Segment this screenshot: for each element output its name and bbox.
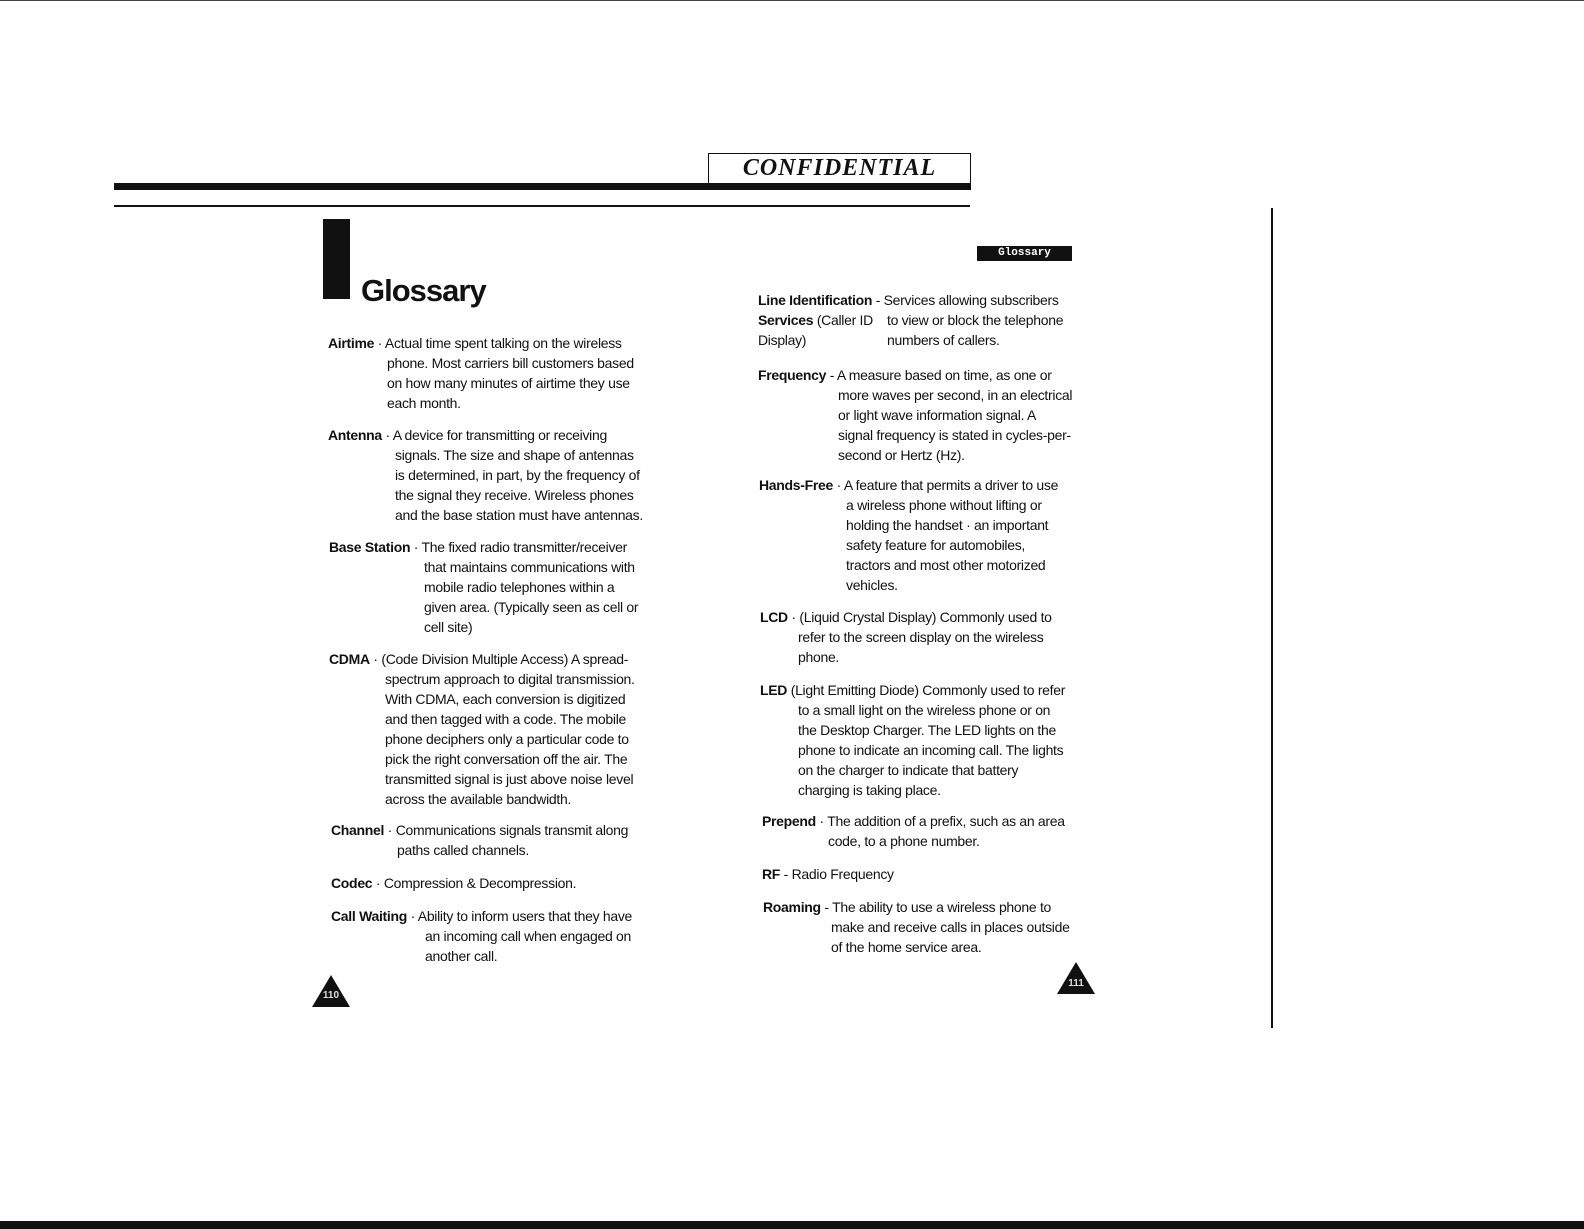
entry-line: charging is taking place. — [798, 782, 941, 798]
entry-line: phone. Most carriers bill customers based — [387, 355, 634, 371]
entry-line: each month. — [387, 395, 461, 411]
entry-term: Frequency — [758, 367, 827, 383]
page-number-left: 110 — [322, 990, 340, 1001]
glossary-entry: Frequency - A measure based on time, as one or more waves per second, in an electrical or light wave information signal. A signal frequency is stated in cycles-per- second or Hertz (Hz). — [758, 367, 1073, 463]
entry-line: refer to the screen display on the wireless — [798, 629, 1044, 645]
entry-term-continued: Services — [758, 312, 814, 328]
entry-line: of the home service area. — [831, 939, 982, 955]
entry-line: that maintains communications with — [424, 559, 635, 575]
page-edge-vertical-line — [1271, 208, 1273, 1028]
glossary-entry: Antenna · A device for transmitting or receiving signals. The size and shape of antennas is determined, in part, by the frequency of the signal they receive. Wireless phones and the base station must have antennas. — [328, 427, 643, 523]
entry-line: make and receive calls in places outside — [831, 919, 1070, 935]
entry-line: phone deciphers only a particular code to — [385, 731, 629, 747]
entry-line: holding the handset · an important — [846, 517, 1049, 533]
entry-term: Prepend — [762, 813, 816, 829]
entry-line: tractors and most other motorized — [846, 557, 1046, 573]
entry-line: the signal they receive. Wireless phones — [395, 487, 634, 503]
entry-line: to a small light on the wireless phone or on — [798, 702, 1051, 718]
entry-line: a wireless phone without lifting or — [846, 497, 1042, 513]
entry-line: signals. The size and shape of antennas — [395, 447, 634, 463]
entry-line: spectrum approach to digital transmission. — [385, 671, 635, 687]
glossary-entry: Call Waiting · Ability to inform users that they have an incoming call when engaged on another call. — [331, 908, 633, 964]
entry-line: or light wave information signal. A — [838, 407, 1037, 423]
glossary-entry: Hands-Free · A feature that permits a driver to use a wireless phone without lifting or holding the handset · an important safety feature for automobiles, tractors and most other motorized vehicles. — [759, 477, 1059, 593]
entry-line: - Services allowing subscribers — [875, 292, 1059, 308]
entry-line: on the charger to indicate that battery — [798, 762, 1019, 778]
glossary-entry: RF - Radio Frequency — [762, 866, 894, 882]
entry-term: RF — [762, 866, 781, 882]
entry-line: numbers of callers. — [887, 332, 1000, 348]
entry-line: across the available bandwidth. — [385, 791, 572, 807]
page-title: Glossary — [361, 273, 486, 308]
entry-line: another call. — [425, 948, 498, 964]
chapter-marker-bar — [323, 219, 350, 299]
entry-line: safety feature for automobiles, — [846, 537, 1026, 553]
entry-line: mobile radio telephones within a — [424, 579, 615, 595]
entry-subterm: Display) — [758, 332, 807, 348]
page-number-right: 111 — [1068, 978, 1084, 989]
entry-line: more waves per second, in an electrical — [838, 387, 1073, 403]
entry-line: given area. (Typically seen as cell or — [424, 599, 639, 615]
glossary-entry: Channel · Communications signals transmit along paths called channels. — [331, 822, 629, 858]
entry-line: cell site) — [424, 619, 473, 635]
glossary-entry: Base Station · The fixed radio transmitter/receiver that maintains communications with mobile radio telephones within a given area. (Typically seen as cell or cell site) — [329, 539, 639, 635]
glossary-entry: Airtime · Actual time spent talking on the wireless phone. Most carriers bill customers based on how many minutes of airtime they use each month. — [328, 335, 634, 411]
entry-line: vehicles. — [846, 577, 898, 593]
entry-term: Roaming — [763, 899, 821, 915]
section-tab-label: Glossary — [977, 246, 1072, 261]
entry-line: and then tagged with a code. The mobile — [385, 711, 626, 727]
glossary-entry: Roaming - The ability to use a wireless phone to make and receive calls in places outside of the home service area. — [763, 899, 1070, 955]
entry-subterm: (Caller ID — [816, 312, 873, 328]
header-thin-rule — [114, 205, 970, 207]
glossary-entry: Prepend · The addition of a prefix, such as an area code, to a phone number. — [762, 813, 1065, 849]
glossary-entry: Codec · Compression & Decompression. — [331, 875, 577, 891]
entry-line: pick the right conversation off the air. The — [385, 751, 628, 767]
header-thick-rule — [114, 183, 971, 190]
entry-term: Base Station — [329, 539, 411, 555]
glossary-entry-line-identification — [758, 290, 1059, 310]
entry-term: Codec — [331, 875, 373, 891]
entry-line: on how many minutes of airtime they use — [387, 375, 630, 391]
entry-term: CDMA — [329, 651, 370, 667]
glossary-entry: LCD · (Liquid Crystal Display) Commonly used to refer to the screen display on the wireless phone. — [760, 609, 1052, 665]
entry-line: transmitted signal is just above noise level — [385, 771, 634, 787]
entry-line: and the base station must have antennas. — [395, 507, 643, 523]
entry-line: second or Hertz (Hz). — [838, 447, 965, 463]
top-edge-line — [0, 0, 1584, 1]
entry-line: code, to a phone number. — [828, 833, 980, 849]
entry-term: Channel — [331, 822, 385, 838]
entry-line: the Desktop Charger. The LED lights on the — [798, 722, 1056, 738]
entry-term: Call Waiting — [331, 908, 407, 924]
glossary-entry: CDMA · (Code Division Multiple Access) A spread- spectrum approach to digital transmission. With CDMA, each conversion is digitized and then tagged with a code. The mobile phone deciphers only a particular code to pick the right conversation off the air. The transmitted signal is just above noise level across the available bandwidth. — [329, 651, 635, 807]
entry-term: LCD — [760, 609, 788, 625]
entry-line: With CDMA, each conversion is digitized — [385, 691, 626, 707]
entry-line: phone to indicate an incoming call. The lights — [798, 742, 1064, 758]
entry-term: Antenna — [328, 427, 382, 443]
entry-term: Line Identification — [758, 292, 873, 308]
entry-term: Hands-Free — [759, 477, 834, 493]
confidential-label: CONFIDENTIAL — [708, 153, 971, 183]
entry-line: signal frequency is stated in cycles-per- — [838, 427, 1071, 443]
entry-line: to view or block the telephone — [887, 312, 1064, 328]
entry-line: paths called channels. — [397, 842, 529, 858]
entry-line: phone. — [798, 649, 840, 665]
entry-line: an incoming call when engaged on — [425, 928, 631, 944]
entry-term: LED — [760, 682, 788, 698]
entry-term: Airtime — [328, 335, 375, 351]
entry-line: is determined, in part, by the frequency of — [395, 467, 640, 483]
bottom-edge-bar — [0, 1221, 1584, 1229]
glossary-entry: LED (Light Emitting Diode) Commonly used to refer to a small light on the wireless phone or on the Desktop Charger. The LED lights on the phone to indicate an incoming call. The lights on the charger to indicate that battery charging is taking place. — [760, 682, 1066, 798]
